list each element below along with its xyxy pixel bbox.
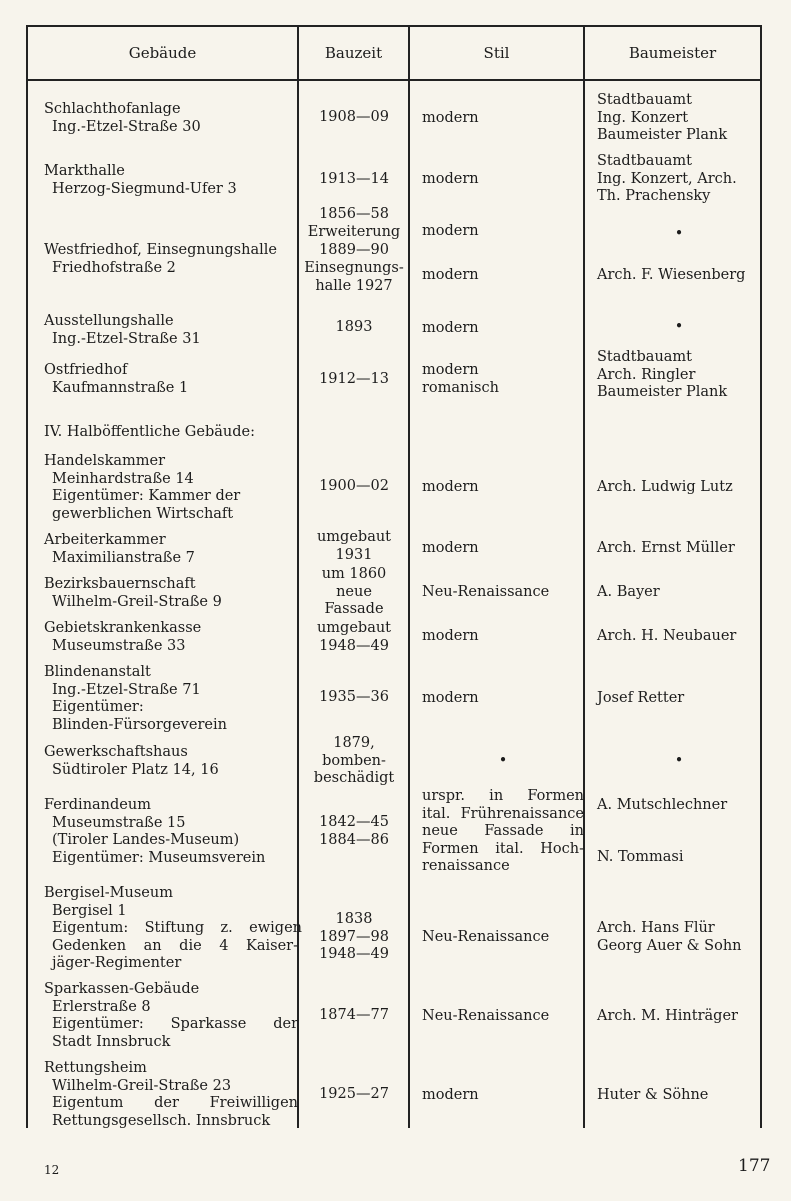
building-address: Erlerstraße 8 [52,998,151,1015]
building-owner: Eigentümer: Sparkasse der [52,1016,298,1032]
building-address: Herzog-Siegmund-Ufer 3 [52,180,237,197]
building-owner: Blinden-Fürsorgeverein [52,716,227,733]
period-cell: 1925—27 [319,1086,389,1102]
building-address: Museumstraße 15 [52,814,186,831]
style-cell: • [498,753,508,769]
building-address: Wilhelm-Greil-Straße 9 [52,593,222,610]
period-line: 1948—49 [319,637,389,654]
building-address: Bergisel 1 [52,902,127,919]
building-name: Ostfriedhof [44,362,128,378]
page-number: 177 [738,1156,771,1176]
building-name: Westfriedhof, Einsegnungshalle [44,242,277,258]
architect-line: Stadtbauamt [597,92,693,108]
period-line: 1856—58 [319,206,389,222]
period-line: Fassade [324,601,384,617]
building-cell [44,313,201,348]
building-name: Bergisel-Museum [44,885,173,901]
style-line: urspr. in Formen [422,788,584,804]
architect-cell: • [674,226,684,242]
architect-line: Ing. Konzert [597,109,689,126]
period-line: 1842—45 [319,814,389,830]
building-name: Handelskammer [44,453,166,469]
period-line: 1897—98 [319,928,389,945]
style-cell: Neu-Renaissance [422,929,550,945]
building-owner: Eigentümer: [52,699,144,715]
style-line: ital. Frührenaissance [422,805,584,822]
building-address: Friedhofstraße 2 [52,259,176,276]
period-line: halle 1927 [315,278,393,294]
period-cell: 1912—13 [319,371,389,387]
period-line: um 1860 [321,566,387,582]
architect-cell: Arch. Ernst Müller [597,540,735,556]
building-name: Bezirksbauernschaft [44,576,196,592]
period-cell [300,620,408,655]
period-line: 1838 [335,911,373,927]
period-cell [300,205,408,295]
building-cell [44,744,219,779]
period-line: umgebaut [316,529,392,545]
header-period: Bauzeit [324,44,383,62]
architect-cell: • [674,753,684,769]
architect-line: Ing. Konzert, Arch. [597,170,737,187]
style-cell: modern [422,110,479,126]
style-cell: Neu-Renaissance [422,1008,550,1024]
style-line: Formen ital. Hoch- [422,840,584,857]
style-cell: Neu-Renaissance [422,584,550,600]
architect-cell: Arch. M. Hinträger [597,1008,738,1024]
building-address: Kaufmannstraße 1 [52,379,189,396]
style-line: romanisch [422,379,499,396]
period-cell: 1893 [335,319,373,335]
period-cell [300,566,408,619]
section-heading: IV. Halböffentliche Gebäude: [44,424,255,440]
architect-cell [597,92,727,145]
architect-line: Stadtbauamt [597,349,693,365]
period-cell: 1935—36 [319,689,389,705]
building-cell [44,885,302,973]
column-rule-3 [583,25,585,1128]
architect-line: Baumeister Plank [597,384,728,400]
style-cell: modern [422,690,479,706]
building-owner: Eigentum der Freiwilligen [52,1095,298,1111]
style-line: neue Fassade in [422,823,584,839]
architect-line: Th. Prachensky [597,188,711,204]
period-line: 1931 [335,546,373,563]
period-line: 1879, [333,735,375,751]
period-line: Einsegnungs- [304,260,404,276]
building-cell [44,664,227,734]
architect-cell: Arch. Ludwig Lutz [597,479,733,495]
period-line: neue [336,583,372,600]
architect-cell: Arch. H. Neubauer [597,628,737,644]
column-rule-right [760,25,762,1128]
architect-cell: • [674,319,684,335]
period-line: beschädigt [313,770,395,786]
period-line: 1948—49 [319,946,389,962]
building-cell [44,453,240,523]
building-cell [44,576,222,611]
building-cell [44,101,201,136]
architect-line: Georg Auer & Sohn [597,937,742,954]
building-cell [44,532,195,567]
building-owner: jäger-Regimenter [52,955,182,971]
building-name: Ferdinandeum [44,797,151,813]
architect-cell: A. Mutschlechner [597,797,728,813]
building-name: Schlachthofanlage [44,101,181,117]
period-line: Erweiterung [307,224,401,240]
building-name: Ausstellungshalle [44,313,174,329]
building-address: Ing.-Etzel-Straße 71 [52,681,201,698]
period-cell: 1908—09 [319,109,389,125]
architect-cell: Arch. F. Wiesenberg [597,267,746,283]
building-address: Ing.-Etzel-Straße 30 [52,118,201,135]
period-cell: 1913—14 [319,171,389,187]
building-name: Blindenanstalt [44,664,151,680]
architect-cell [597,153,737,206]
architect-line: Arch. Hans Flür [597,920,715,936]
period-line: 1889—90 [319,242,389,258]
building-cell [44,242,277,277]
building-owner: gewerblichen Wirtschaft [52,505,234,522]
building-owner: Rettungsgesellsch. Innsbruck [52,1112,271,1129]
building-name: Sparkassen-Gebäude [44,981,200,997]
building-owner: Stadt Innsbruck [52,1033,171,1050]
header-building: Gebäude [128,44,197,62]
building-note: (Tiroler Landes-Museum) [52,832,240,848]
building-address: Südtiroler Platz 14, 16 [52,761,219,778]
building-cell [44,981,298,1051]
signature-mark: 12 [44,1163,60,1177]
building-address: Ing.-Etzel-Straße 31 [52,330,201,347]
building-name: Markthalle [44,163,125,179]
period-line: umgebaut [316,620,392,636]
period-cell: 1900—02 [319,478,389,494]
architect-line: Baumeister Plank [597,127,728,143]
architect-cell: Huter & Söhne [597,1087,709,1103]
building-name: Arbeiterkammer [44,532,166,548]
column-rule-left [26,25,28,1128]
building-cell [44,797,265,867]
building-address: Museumstraße 33 [52,637,186,654]
column-rule-2 [408,25,410,1128]
architect-cell [597,920,742,955]
period-cell [300,814,408,849]
style-cell [422,788,584,876]
building-name: Rettungsheim [44,1060,147,1076]
style-cell: modern [422,223,479,239]
architect-line: Stadtbauamt [597,153,693,169]
building-owner: Eigentum: Stiftung z. ewigen [52,920,302,936]
style-cell: modern [422,1087,479,1103]
period-cell [300,529,408,564]
style-line: renaissance [422,858,510,874]
building-cell [44,163,237,198]
style-cell: modern [422,171,479,187]
architect-line: Arch. Ringler [597,366,696,383]
building-address: Wilhelm-Greil-Straße 23 [52,1077,232,1094]
style-cell [422,362,499,397]
building-cell [44,620,201,655]
header-architect: Baumeister [628,44,717,62]
period-line: bomben- [322,752,386,769]
architect-cell: Josef Retter [597,690,685,706]
style-cell: modern [422,267,479,283]
building-name: Gewerkschaftshaus [44,744,188,760]
building-address: Maximilianstraße 7 [52,549,195,566]
building-owner: Eigentümer: Museumsverein [52,849,266,866]
style-line: modern [422,362,479,378]
building-address: Meinhardstraße 14 [52,470,194,487]
building-owner: Gedenken an die 4 Kaiser- [52,937,298,954]
style-cell: modern [422,540,479,556]
architect-cell: A. Bayer [597,584,660,600]
period-line: 1884—86 [319,831,389,848]
style-cell: modern [422,320,479,336]
building-cell [44,1060,298,1130]
architect-cell [597,349,727,402]
period-cell: 1874—77 [319,1007,389,1023]
header-style: Stil [483,44,510,62]
style-cell: modern [422,479,479,495]
period-cell [300,735,408,788]
building-cell [44,362,188,397]
building-name: Gebietskrankenkasse [44,620,202,636]
building-owner: Eigentümer: Kammer der [52,488,241,504]
style-cell: modern [422,628,479,644]
architect-cell: N. Tommasi [597,849,684,865]
period-cell [300,911,408,964]
